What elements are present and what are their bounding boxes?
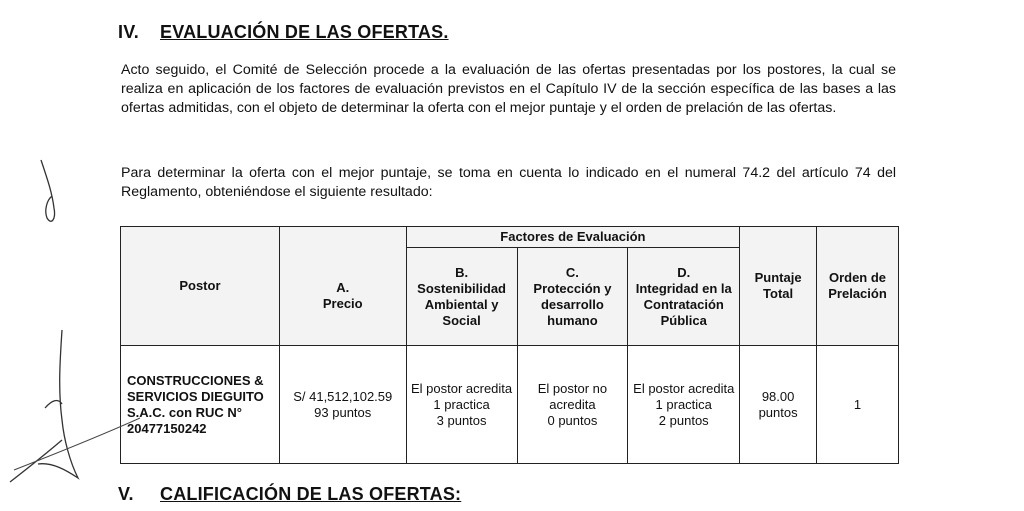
section-v-heading	[118, 484, 461, 505]
cell-orden: 1	[817, 346, 899, 464]
section-iv-number: IV.	[118, 22, 139, 42]
table-row	[121, 346, 899, 464]
section-iv-title: EVALUACIÓN DE LAS OFERTAS.	[160, 22, 449, 42]
header-puntaje-total: Puntaje Total	[740, 227, 817, 346]
header-factores-evaluacion: Factores de Evaluación	[406, 227, 740, 248]
cell-precio: S/ 41,512,102.59 93 puntos	[279, 346, 406, 464]
evaluation-table	[120, 226, 899, 464]
header-precio: A. Precio	[279, 248, 406, 346]
header-orden-prelacion: Orden de Prelación	[817, 227, 899, 346]
section-iv-heading	[118, 22, 449, 43]
section-v-number: V.	[118, 484, 134, 504]
cell-sostenibilidad: El postor acredita 1 practica 3 puntos	[406, 346, 517, 464]
paragraph-scoring-criteria: Para determinar la oferta con el mejor puntaje, se toma en cuenta lo indicado en el numeral 74.2 del artículo 74 del Reglamento, obteniéndose el siguiente resultado:	[121, 165, 896, 200]
header-integridad: D. Integridad en la Contratación Pública	[628, 248, 740, 346]
header-proteccion: C. Protección y desarrollo humano	[517, 248, 628, 346]
signature-stroke-upper	[41, 160, 55, 221]
cell-puntaje-total: 98.00 puntos	[740, 346, 817, 464]
cell-integridad: El postor acredita 1 practica 2 puntos	[628, 346, 740, 464]
signature-stroke-lower	[10, 330, 78, 482]
paragraph-evaluation-intro: Acto seguido, el Comité de Selección procede a la evaluación de las ofertas presentadas por los postores, la cual se realiza en aplicación de los factores de evaluación previstos en el Capítulo IV de la sección específica de las bases a las ofertas admitidas, con el objeto de determinar la oferta con el mejor puntaje y el orden de prelación de las ofertas.	[121, 62, 896, 116]
cell-postor: CONSTRUCCIONES & SERVICIOS DIEGUITO S.A.C. con RUC N° 20477150242	[121, 346, 280, 464]
cell-proteccion: El postor no acredita 0 puntos	[517, 346, 628, 464]
header-sostenibilidad: B. Sostenibilidad Ambiental y Social	[406, 248, 517, 346]
section-v-title: CALIFICACIÓN DE LAS OFERTAS:	[160, 484, 462, 504]
header-postor: Postor	[121, 227, 280, 346]
